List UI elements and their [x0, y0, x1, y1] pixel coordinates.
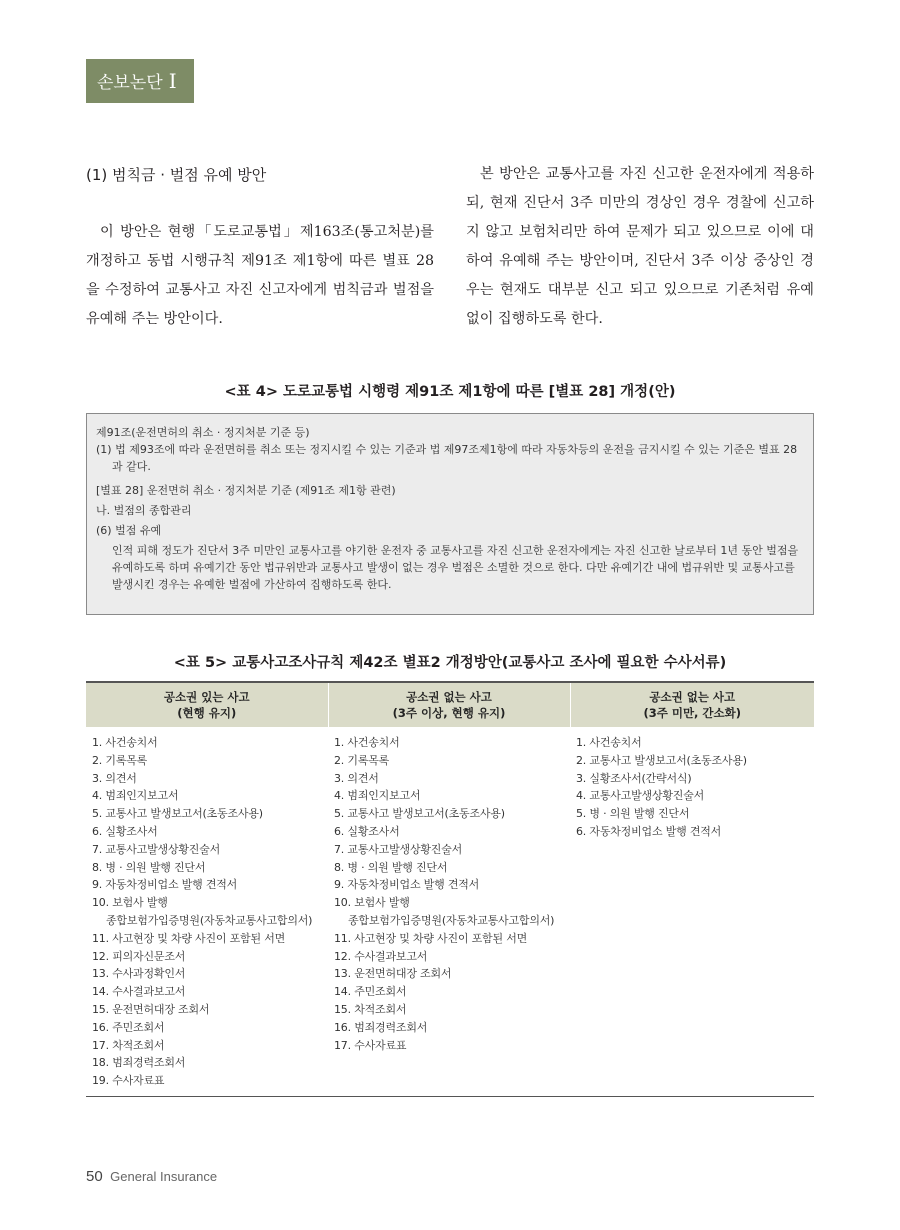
table5-header-row	[86, 682, 814, 727]
right-column	[466, 160, 814, 334]
page-footer	[86, 1168, 217, 1186]
list-item: 종합보험가입증명원(자동차교통사고합의서)	[348, 913, 555, 927]
list-item: 종합보험가입증명원(자동차교통사고합의서)	[106, 913, 313, 927]
list-item: 7. 교통사고발생상황진술서	[334, 842, 463, 856]
list-item: 15. 운전면허대장 조회서	[92, 1002, 210, 1016]
section-tag-label: 손보논단	[97, 73, 163, 93]
publication-name: General Insurance	[110, 1169, 218, 1184]
list-item: 3. 실황조사서(간략서식)	[576, 771, 692, 785]
list-item: 8. 병 · 의원 발행 진단서	[334, 860, 448, 874]
list-item: 18. 범죄경력조회서	[92, 1056, 186, 1070]
table5-header-cell: 공소권 없는 사고 (3주 미만, 간소화)	[570, 682, 814, 727]
list-item: 6. 자동차정비업소 발행 견적서	[576, 824, 722, 838]
table4-caption: <표 4> 도로교통법 시행령 제91조 제1항에 따른 [별표 28] 개정(안)	[224, 384, 676, 400]
section-tag-numeral: Ⅰ	[168, 69, 177, 93]
list-item: 12. 피의자신문조서	[92, 949, 186, 963]
table4-article: 제91조(운전면허의 취소 · 정지처분 기준 등)	[96, 426, 310, 439]
section-tag	[86, 59, 194, 103]
list-item: 17. 수사자료표	[334, 1038, 407, 1052]
left-paragraph: 이 방안은 현행「도로교통법」제163조(통고처분)를 개정하고 동법 시행규칙 제91조 제1항에 따른 별표 28을 수정하여 교통사고 자진 신고자에게 범칙금과 벌점을 유예해 주는 방안이다.	[86, 224, 434, 327]
table5-header-cell: 공소권 없는 사고 (3주 이상, 현행 유지)	[328, 682, 570, 727]
list-item: 2. 기록목록	[92, 753, 148, 767]
list-item: 13. 수사과정확인서	[92, 967, 186, 981]
table5-body-row	[86, 727, 814, 1096]
list-item: 2. 교통사고 발생보고서(초동조사용)	[576, 753, 747, 767]
list-item: 3. 의견서	[334, 771, 379, 785]
list-item: 4. 범죄인지보고서	[92, 789, 179, 803]
list-item: 1. 사건송치서	[334, 736, 400, 749]
list-item: 14. 주민조회서	[334, 985, 407, 999]
list-item: 7. 교통사고발생상황진술서	[92, 842, 221, 856]
page-number: 50	[86, 1168, 103, 1185]
list-item: 14. 수사결과보고서	[92, 985, 186, 999]
table5-column-non-prosecutable-under-3w	[570, 727, 814, 1096]
table5-caption: <표 5> 교통사고조사규칙 제42조 별표2 개정방안(교통사고 조사에 필요한 수사서류)	[173, 655, 727, 671]
list-item: 11. 사고현장 및 차량 사진이 포함된 서면	[334, 931, 528, 945]
list-item: 16. 범죄경력조회서	[334, 1020, 428, 1034]
list-item: 15. 차적조회서	[334, 1002, 407, 1016]
list-item: 19. 수사자료표	[92, 1074, 165, 1088]
list-item: 5. 병 · 의원 발행 진단서	[576, 807, 690, 821]
list-item: 4. 범죄인지보고서	[334, 789, 421, 803]
table5-column-prosecutable	[86, 727, 328, 1096]
list-item: 1. 사건송치서	[92, 736, 158, 749]
right-paragraph: 본 방안은 교통사고를 자진 신고한 운전자에게 적용하되, 현재 진단서 3주 미만의 경상인 경우 경찰에 신고하지 않고 보험처리만 하여 문제가 되고 있으므로 이에 대하여 유예해 주는 방안이며, 진단서 3주 이상 중상인 경우는 현재도 대부분 신고 되고 있으므로 기존처럼 유예 없이 집행하도록 한다.	[466, 166, 814, 327]
list-item: 11. 사고현장 및 차량 사진이 포함된 서면	[92, 931, 286, 945]
list-item: 2. 기록목록	[334, 753, 390, 767]
list-item: 17. 차적조회서	[92, 1038, 165, 1052]
list-item: 16. 주민조회서	[92, 1020, 165, 1034]
list-item: 10. 보험사 발행	[334, 896, 410, 910]
table5-header-cell: 공소권 있는 사고 (현행 유지)	[86, 682, 328, 727]
left-column	[86, 160, 434, 334]
list-item: 3. 의견서	[92, 771, 137, 785]
list-item: 4. 교통사고발생상황진술서	[576, 789, 705, 803]
list-item: 9. 자동차정비업소 발행 견적서	[334, 878, 480, 892]
table4-subsection: 나. 벌점의 종합관리	[96, 504, 192, 517]
list-item: 13. 운전면허대장 조회서	[334, 967, 452, 981]
list-item: 1. 사건송치서	[576, 736, 642, 749]
list-item: 12. 수사결과보고서	[334, 949, 428, 963]
table4-clause: (1) 법 제93조에 따라 운전면허를 취소 또는 정지시킬 수 있는 기준과 법 제97조제1항에 따라 자동차등의 운전을 금지시킬 수 있는 기준은 별표 28과 같다.	[96, 443, 798, 473]
table4-item-body: 인적 피해 정도가 진단서 3주 미만인 교통사고를 야기한 운전자 중 교통사고를 자진 신고한 운전자에게는 자진 신고한 날로부터 1년 동안 벌점을 유예하도록 하며 유예기간 동안 법규위반과 교통사고 발생이 없는 경우 벌점은 소멸한 것으로 한다. 다만 유예기간 내에 법규위반 및 교통사고를 발생시킨 경우는 유예한 벌점에 가산하여 집행하도록 한다.	[112, 544, 799, 591]
table5-column-non-prosecutable-3w-plus	[328, 727, 570, 1096]
list-item: 9. 자동차정비업소 발행 견적서	[92, 878, 238, 892]
table4-box	[86, 413, 814, 615]
table4-item: (6) 벌점 유예	[96, 524, 162, 537]
table4-appendix-title: [별표 28] 운전면허 취소 · 정지처분 기준 (제91조 제1항 관련)	[96, 484, 396, 497]
list-item: 8. 병 · 의원 발행 진단서	[92, 860, 206, 874]
table5	[86, 681, 814, 1097]
list-item: 10. 보험사 발행	[92, 896, 168, 910]
list-item: 5. 교통사고 발생보고서(초동조사용)	[334, 807, 505, 821]
section-heading: (1) 범칙금 · 벌점 유예 방안	[86, 166, 267, 184]
list-item: 6. 실황조사서	[334, 824, 400, 838]
list-item: 6. 실황조사서	[92, 824, 158, 838]
list-item: 5. 교통사고 발생보고서(초동조사용)	[92, 807, 263, 821]
